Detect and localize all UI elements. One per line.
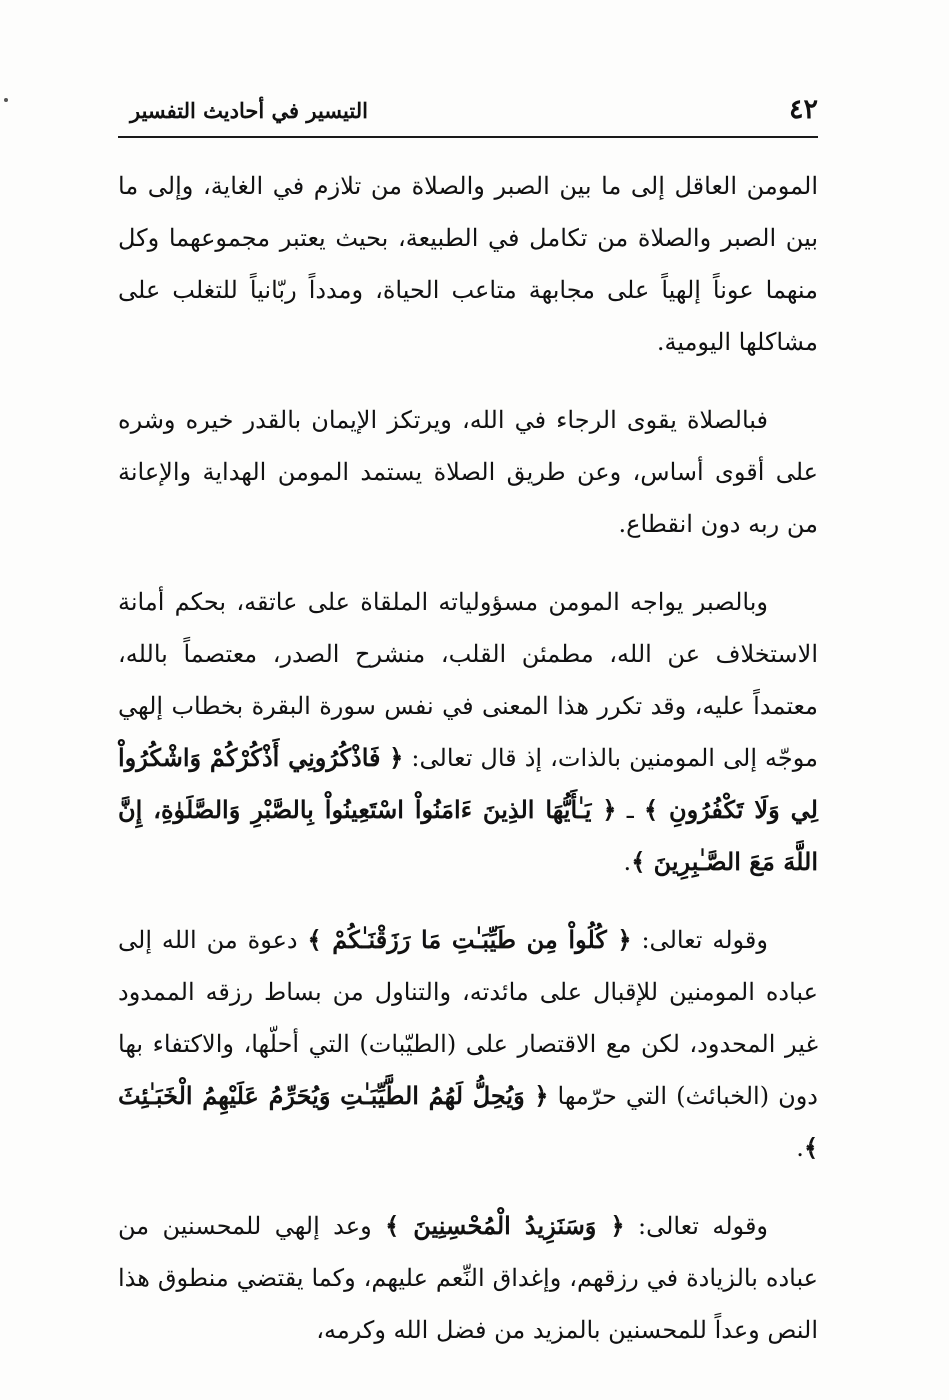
quran-verse: ﴿ فَاذْكُرُونِي أَذْكُرْكُمْ وَاشْكُرُواْ لِي وَلَا تَكْفُرُونِ ﴾: [118, 743, 818, 824]
paragraph-4: [118, 914, 818, 1174]
quran-verse: ﴿ يَـٰأَيُّهَا الذِينَ ءَامَنُواْ اسْتَعِينُواْ بِالصَّبْرِ وَالصَّلَوٰةِ، إِنَّ اللَّهَ مَعَ الصَّـٰبِرِينَ ﴾: [118, 795, 818, 876]
paragraph-end: .: [623, 848, 632, 876]
page-body: [118, 160, 818, 1382]
paragraph-text: وبالصبر يواجه المومن مسؤولياته الملقاة على عاتقه، بحكم أمانة الاستخلاف عن الله، مطمئن القلب، منشرح الصدر، معتصماً بالله، معتمداً عليه، وقد تكرر هذا المعنى في نفس سورة البقرة بخطاب إلهي موجّه إلى المومنين بالذات، إذ قال تعالى:: [118, 588, 818, 772]
paragraph-text: وقوله تعالى:: [631, 926, 768, 954]
quran-verse: ﴿ وَسَنَزِيدُ الْمُحْسِنِينَ ﴾: [385, 1211, 625, 1240]
page-header: [118, 92, 818, 138]
paragraph-text: دعوة من الله إلى عباده المومنين للإقبال على مائدته، والتناول من بساط رزقه الممدود غير المحدود، لكن مع الاقتصار على (الطيّبات) التي أحلّها، والاكتفاء بها دون (الخبائث) التي حرّمها: [118, 926, 818, 1110]
quran-verse: ﴿ وَيُحِلُّ لَهُمُ الطَّيِّبَـٰتِ وَيُحَرِّمُ عَلَيْهِمُ الْخَبَـٰئِثَ ﴾: [118, 1081, 818, 1162]
paragraph-text: فبالصلاة يقوى الرجاء في الله، ويرتكز الإيمان بالقدر خيره وشره على أقوى أساس، وعن طريق الصلاة يستمد المومن الهداية والإعانة من ربه دون انقطاع.: [118, 406, 818, 538]
paragraph-2: [118, 394, 818, 550]
page-number: ٤٢: [788, 94, 818, 125]
separator-dash: ـ: [616, 796, 644, 824]
paragraph-3: [118, 576, 818, 888]
paragraph-text: وعد إلهي للمحسنين من عباده بالزيادة في رزقهم، وإغداق النِّعم عليهم، وكما يقتضي منطوق هذا النص وعداً للمحسنين بالمزيد من فضل الله وكرمه،: [118, 1212, 818, 1344]
paragraph-text: المومن العاقل إلى ما بين الصبر والصلاة من تلازم في الغاية، وإلى ما بين الصبر والصلاة من تكامل في الطبيعة، بحيث يعتبر مجموعهما وكل منهما عوناً إلهياً على مجابهة متاعب الحياة، ومدداً ربّانياً للتغلب على مشاكلها اليومية.: [118, 172, 819, 356]
paragraph-5: [118, 1200, 818, 1356]
quran-verse: ﴿ كُلُواْ مِن طَيِّبَـٰتِ مَا رَزَقْنَـٰكُمْ ﴾: [307, 925, 632, 954]
paragraph-end: .: [796, 1134, 804, 1162]
paragraph-text: وقوله تعالى:: [624, 1212, 769, 1240]
paragraph-1: [118, 160, 818, 368]
page-speck: [4, 98, 8, 102]
running-title: التيسير في أحاديث التفسير: [130, 98, 368, 123]
